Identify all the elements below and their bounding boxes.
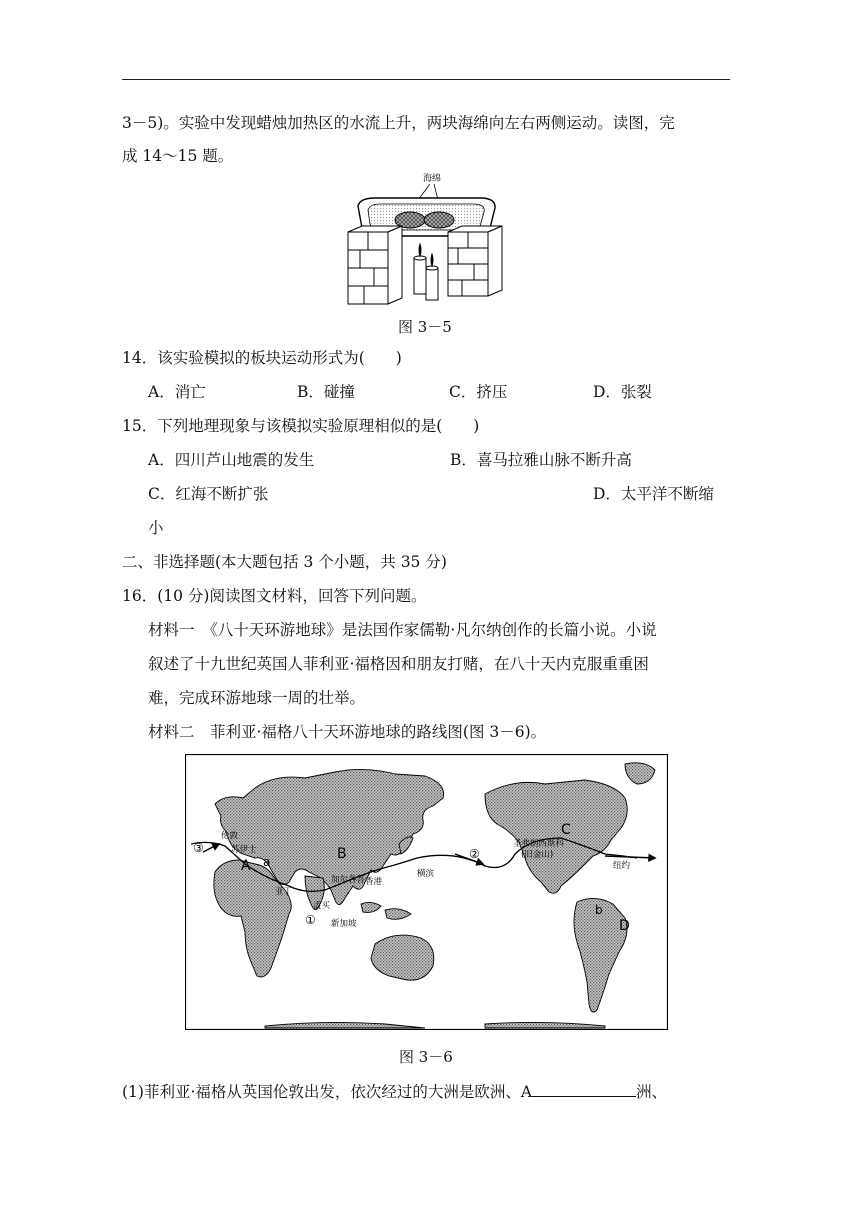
strait-label-a: a <box>263 855 271 869</box>
continent-label-b: B <box>337 846 347 862</box>
city-sanfrancisco: 圣弗朗西斯科 <box>513 839 565 849</box>
q16-stem: 16．(10 分)阅读图文材料，回答下列问题。 <box>122 587 427 605</box>
continent-label-d: D <box>619 918 630 934</box>
material-1-line-1: 材料一 《八十天环游地球》是法国作家儒勒·凡尔纳创作的长篇小说。小说 <box>148 621 657 639</box>
q14-option-c: C．挤压 <box>449 383 508 401</box>
q16-sub1-prefix: (1)菲利亚·福格从英国伦敦出发，依次经过的大洲是欧洲、A <box>122 1083 533 1101</box>
q14-option-a: A．消亡 <box>148 383 206 401</box>
route-label-2: ② <box>469 847 480 861</box>
q14-option-d: D．张裂 <box>593 383 652 401</box>
city-hongkong: 香港 <box>365 877 383 887</box>
material-1-line-2: 叙述了十九世纪英国人菲利亚·福格因和朋友打赌，在八十天内克服重重困 <box>148 655 649 673</box>
q15-option-c: C．红海不断扩张 <box>148 485 269 503</box>
material-2: 材料二 菲利亚·福格八十天环游地球的路线图(图 3－6)。 <box>148 723 547 741</box>
figure-3-5-apparatus <box>340 168 510 308</box>
figure-3-6-route-map <box>185 754 668 1030</box>
q15-option-d-continued: 小 <box>148 519 164 537</box>
continent-label-a: A <box>241 858 251 874</box>
city-singapore: 新加坡 <box>331 919 357 929</box>
section-2-heading: 二、非选择题(本大题包括 3 个小题，共 35 分) <box>122 553 447 571</box>
q14-option-b: B．碰撞 <box>297 383 355 401</box>
intro-line-2: 成 14～15 题。 <box>122 147 234 165</box>
city-london: 伦敦 <box>221 831 239 841</box>
sponge-label: 海绵 <box>422 174 442 184</box>
material-1-line-3: 难，完成环游地球一周的壮举。 <box>148 689 366 707</box>
route-label-3: ③ <box>193 841 204 855</box>
city-bombay: 孟买 <box>313 901 331 911</box>
q15-option-a: A．四川芦山地震的发生 <box>148 451 315 469</box>
city-sanfrancisco-alt: (旧金山) <box>521 850 554 860</box>
city-yokohama: 横滨 <box>417 869 435 879</box>
sponge-right <box>424 212 454 228</box>
figure-3-6-caption: 图 3－6 <box>399 1048 453 1066</box>
q16-sub1 <box>122 1082 667 1102</box>
q15-option-d: D．太平洋不断缩 <box>593 485 714 503</box>
q15-stem: 15．下列地理现象与该模拟实验原理相似的是( ) <box>122 417 480 435</box>
left-block-stack <box>348 226 402 304</box>
header-rule <box>122 79 730 80</box>
strait-label-b: b <box>595 903 603 917</box>
q15-option-b: B．喜马拉雅山脉不断升高 <box>450 451 632 469</box>
intro-line-1: 3－5)。实验中发现蜡烛加热区的水流上升，两块海绵向左右两侧运动。读图，完 <box>122 114 675 132</box>
candles <box>414 244 438 300</box>
city-calcutta: 加尔各答 <box>331 875 366 885</box>
route-label-1: ① <box>305 913 316 927</box>
figure-3-5-caption: 图 3－5 <box>398 318 452 336</box>
continent-label-c: C <box>561 822 571 838</box>
right-block-stack <box>448 226 502 296</box>
city-newyork: 纽约 <box>613 861 631 871</box>
answer-blank <box>532 1082 636 1097</box>
city-suez: 苏伊士 <box>231 845 257 855</box>
q14-stem: 14．该实验模拟的板块运动形式为( ) <box>122 349 402 367</box>
city-aden: 亚丁 <box>275 887 293 897</box>
q16-sub1-suffix: 洲、 <box>636 1083 668 1101</box>
